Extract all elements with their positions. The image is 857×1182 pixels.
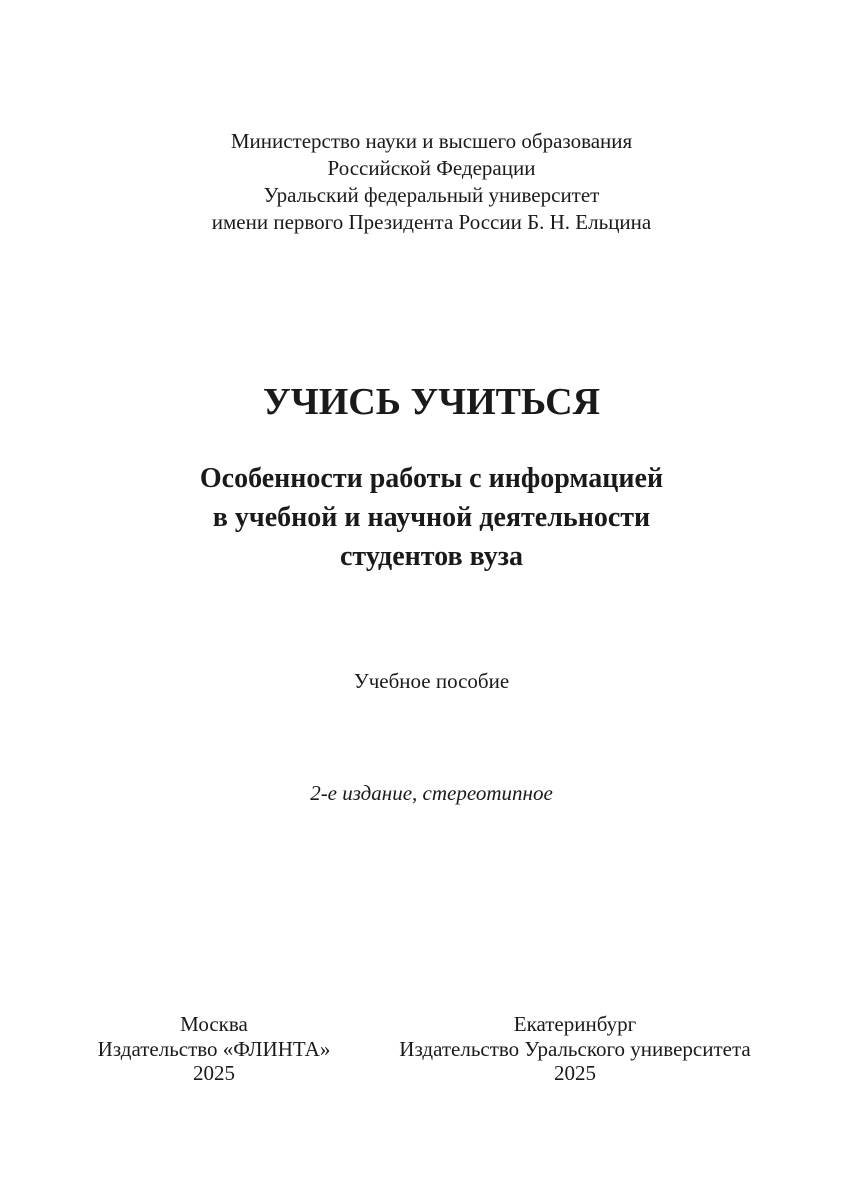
publisher-city: Москва [180, 1012, 248, 1036]
publisher-year: 2025 [193, 1061, 235, 1085]
subtitle-line: студентов вуза [340, 541, 523, 572]
publisher-year: 2025 [554, 1061, 596, 1085]
publisher-left [64, 1012, 364, 1086]
university-line: Уральский федеральный университет [263, 183, 600, 207]
publisher-name: Издательство «ФЛИНТА» [97, 1036, 331, 1061]
publisher-name: Издательство Уральского университета [399, 1036, 751, 1061]
ministry-line: Российской Федерации [327, 156, 536, 180]
subtitle-line: в учебной и научной деятельности [212, 502, 651, 533]
university-line: имени первого Президента России Б. Н. Ельцина [211, 210, 652, 234]
book-subtitle [0, 459, 857, 576]
publisher-right [380, 1012, 770, 1086]
book-title: УЧИСЬ УЧИТЬСЯ [262, 381, 601, 423]
subtitle-line: Особенности работы с информацией [199, 463, 664, 494]
document-type: Учебное пособие [353, 669, 510, 693]
publisher-city: Екатеринбург [513, 1012, 637, 1036]
ministry-header [0, 128, 857, 236]
edition-note: 2-е издание, стереотипное [310, 781, 553, 805]
ministry-line: Министерство науки и высшего образования [230, 129, 633, 153]
